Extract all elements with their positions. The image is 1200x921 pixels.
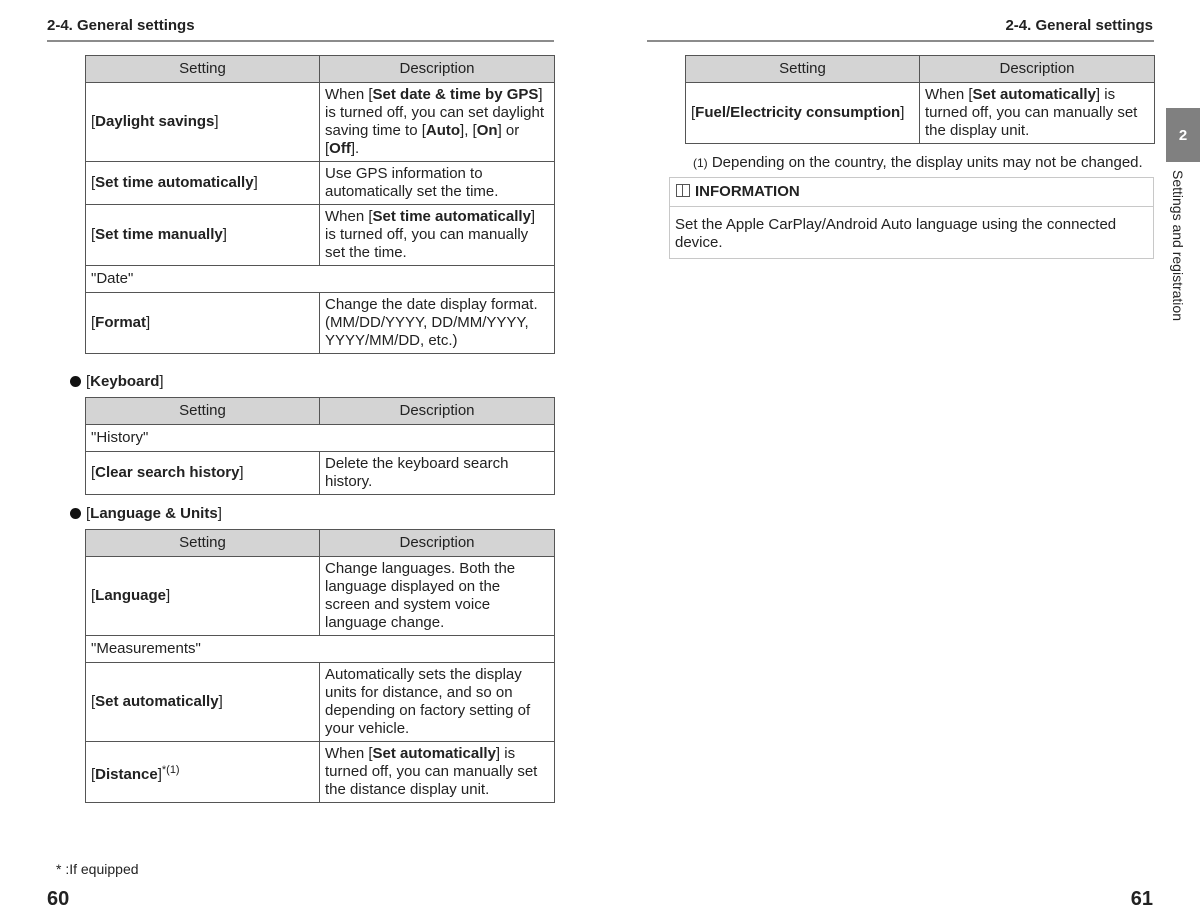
language-units-table [85,529,555,803]
setting-cell: [Language] [86,557,320,636]
description-cell: Change the date display format. (MM/DD/YYYY, DD/MM/YYYY, YYYY/MM/DD, etc.) [320,293,555,354]
setting-cell: [Clear search history] [86,452,320,495]
column-header-description: Description [320,530,555,557]
bullet-icon [70,508,81,519]
chapter-label: Settings and registration [1170,170,1186,321]
left-page-number: 60 [47,888,70,910]
table-row [86,452,555,495]
setting-cell: [Daylight savings] [86,83,320,162]
section-label-cell: "Date" [86,266,555,293]
information-title: INFORMATION [670,178,1153,207]
table-row [86,205,555,266]
right-page-header: 2-4. General settings [1005,17,1153,34]
column-header-setting: Setting [686,56,920,83]
right-page-number: 61 [1130,888,1153,910]
column-header-description: Description [920,56,1155,83]
chapter-tab: 2 [1166,108,1200,162]
information-body: Set the Apple CarPlay/Android Auto language using the connected device. [675,216,1117,251]
table-row [86,742,555,803]
table-row [86,293,555,354]
table-header-row [86,530,555,557]
keyboard-settings-table [85,397,555,495]
column-header-setting: Setting [86,398,320,425]
setting-cell: [Set time automatically] [86,162,320,205]
table-row [86,266,555,293]
book-icon [676,184,690,197]
left-page-header: 2-4. General settings [47,17,195,34]
description-cell: Use GPS information to automatically set the time. [320,162,555,205]
description-cell: When [Set automatically] is turned off, you can manually set the display unit. [920,83,1155,144]
setting-cell: [Distance]$^{*(1)}$ [86,742,320,803]
setting-cell: [Fuel/Electricity consumption] [686,83,920,144]
description-cell: Change languages. Both the language displayed on the screen and system voice language change. [320,557,555,636]
information-box [669,177,1154,259]
table-row [86,162,555,205]
keyboard-heading: [Keyboard] [70,373,164,390]
table-header-row [86,398,555,425]
column-header-setting: Setting [86,530,320,557]
language-units-heading: [Language & Units] [70,505,222,522]
column-header-description: Description [320,56,555,83]
table-row [86,557,555,636]
table-row [86,83,555,162]
description-cell: When [Set time automatically] is turned off, you can manually set the time. [320,205,555,266]
column-header-description: Description [320,398,555,425]
description-cell: Delete the keyboard search history. [320,452,555,495]
setting-cell: [Format] [86,293,320,354]
table-row [86,663,555,742]
right-header-rule [647,40,1154,42]
description-cell: When [Set date & time by GPS] is turned off, you can set daylight saving time to [Auto], [On] or [Off]. [320,83,555,162]
section-label-cell: "Measurements" [86,636,555,663]
footnote-1: (1) Depending on the country, the display units may not be changed. [693,154,1143,171]
column-header-setting: Setting [86,56,320,83]
table-header-row [686,56,1155,83]
description-cell: When [Set automatically] is turned off, you can manually set the distance display unit. [320,742,555,803]
left-header-rule [47,40,554,42]
section-label-cell: "History" [86,425,555,452]
table-row [86,425,555,452]
date-time-settings-table [85,55,555,354]
bullet-icon [70,376,81,387]
footnote: * :If equipped [56,861,139,877]
description-cell: Automatically sets the display units for distance, and so on depending on factory setting of your vehicle. [320,663,555,742]
setting-cell: [Set automatically] [86,663,320,742]
table-row [86,636,555,663]
setting-cell: [Set time manually] [86,205,320,266]
consumption-settings-table [685,55,1155,144]
table-header-row [86,56,555,83]
table-row [686,83,1155,144]
